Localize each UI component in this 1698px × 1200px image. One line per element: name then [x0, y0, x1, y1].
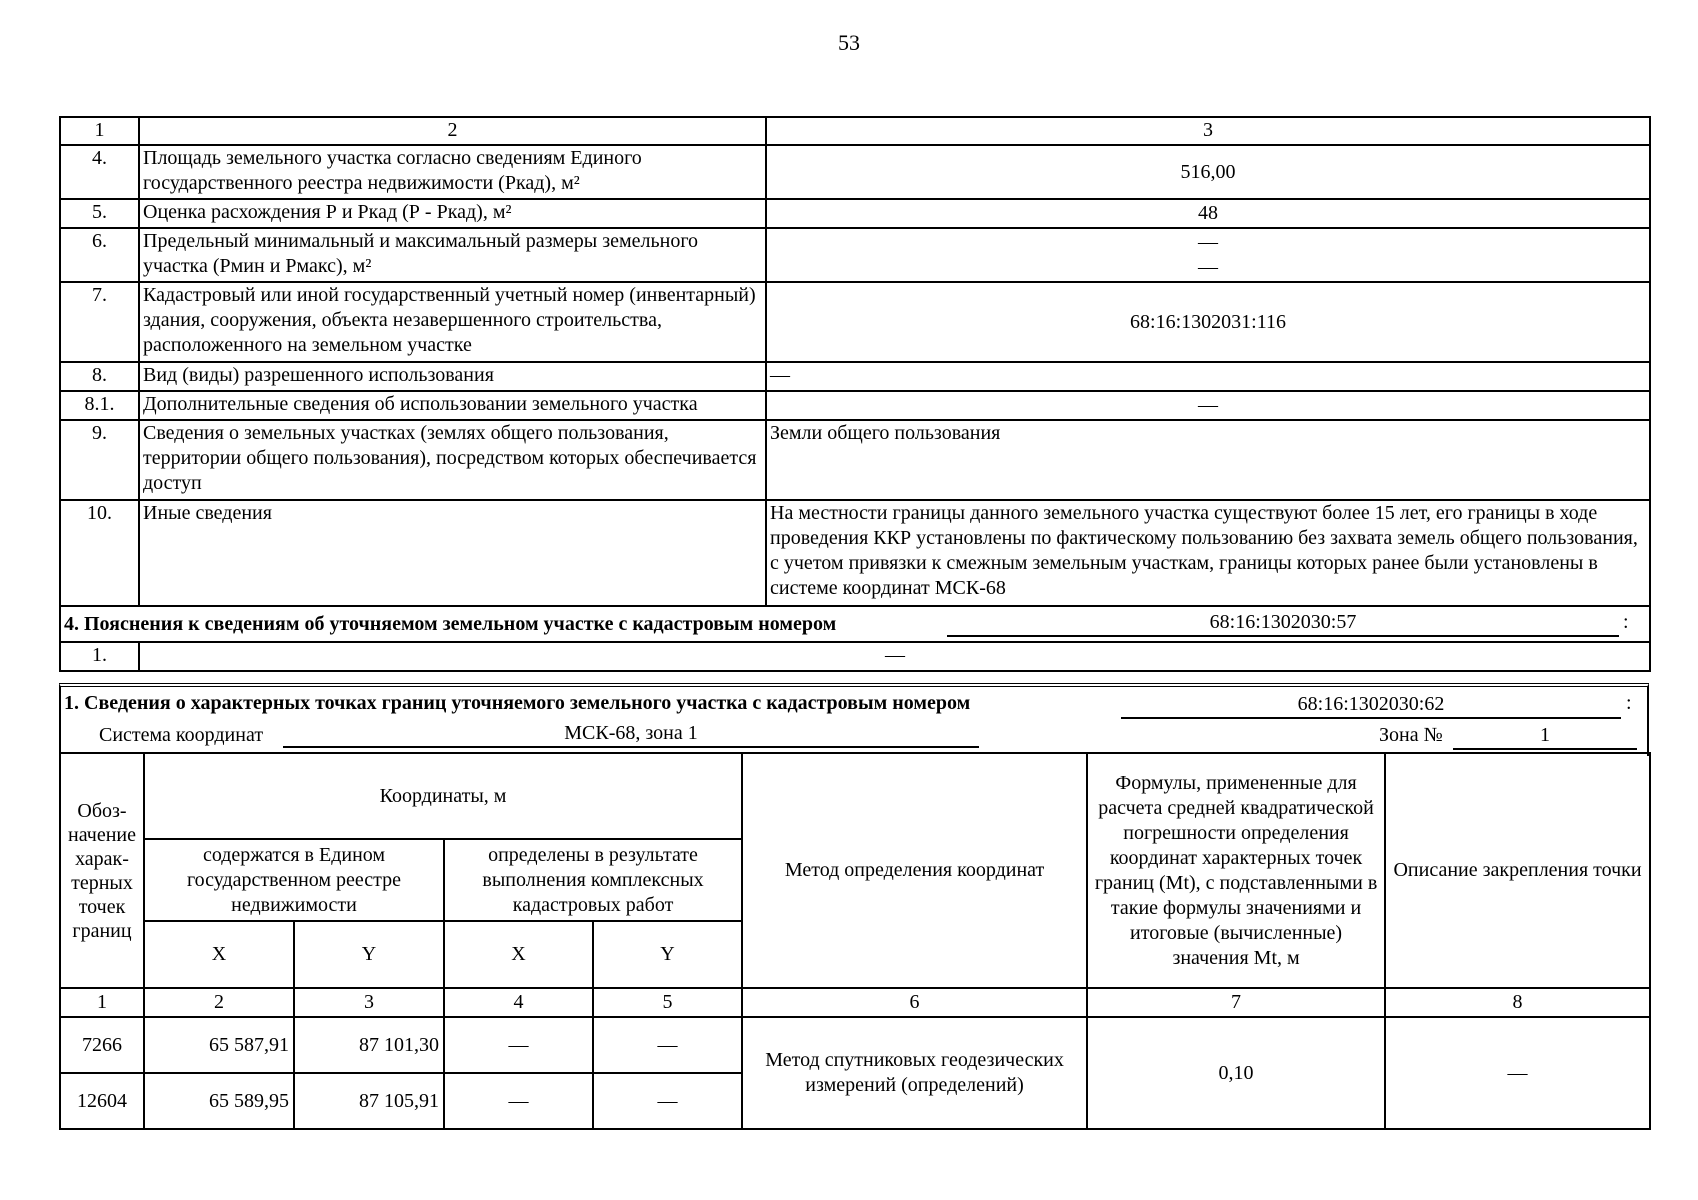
kkr-coords-header: определены в результате выполнения комплексных кадастровых работ: [444, 839, 742, 921]
kkr-y-header: Y: [593, 921, 742, 988]
max-size-value: —: [1198, 256, 1218, 278]
row-number: 10.: [60, 500, 139, 606]
table-row: [60, 282, 1650, 362]
table-header-row: [60, 117, 1650, 145]
col-num: 2: [144, 988, 294, 1017]
col-num: 5: [593, 988, 742, 1017]
row-value: 516,00: [766, 145, 1650, 199]
section-1-cadastral-number: 68:16:1302030:62: [1121, 692, 1621, 719]
col-num: 3: [294, 988, 444, 1017]
zone-value: 1: [1453, 723, 1637, 750]
row-label: Кадастровый или иной государственный учетный номер (инвентарный) здания, сооружения, объекта незавершенного строительства, расположенного на земельном участке: [139, 282, 766, 362]
col-num: 8: [1385, 988, 1650, 1017]
formula-header: Формулы, примененные для расчета средней квадратической погрешности определения координат характерных точек границ (Mt), с подставленными в такие формулы значениями и итоговые (вычисленные) значения Mt, м: [1087, 753, 1385, 988]
land-plot-info-table: [59, 116, 1651, 672]
coordinates-header: Координаты, м: [144, 753, 742, 839]
table-row: [60, 228, 1650, 282]
row-label: Иные сведения: [139, 500, 766, 606]
header-row-1: [60, 753, 1650, 839]
row-value: [766, 228, 1650, 282]
col-num: 4: [444, 988, 593, 1017]
section-4-cadastral-number: 68:16:1302030:57: [947, 610, 1619, 637]
row-number: 8.: [60, 362, 139, 391]
min-size-value: —: [1198, 231, 1218, 253]
row-value: 48: [766, 199, 1650, 228]
section-4-header: [60, 606, 1650, 642]
point-y-kkr: —: [593, 1017, 742, 1073]
section-1-colon: :: [1626, 692, 1632, 714]
row-value: На местности границы данного земельного участка существуют более 15 лет, его границы в ходе проведения ККР установлены по фактическому пользованию без захвата земель общего пользования, с учетом привязки к смежным земельным участкам, границы которых ранее были установлены в системе координат МСК-68: [766, 500, 1650, 606]
boundary-points-table: [59, 752, 1651, 1130]
row-value: 68:16:1302031:116: [766, 282, 1650, 362]
fixing-description-value: —: [1385, 1017, 1650, 1129]
zone-label: Зона №: [1379, 724, 1443, 746]
egrn-coords-header: содержатся в Едином государственном реестре недвижимости: [144, 839, 444, 921]
table-row: [60, 1017, 1650, 1073]
row-value: —: [766, 391, 1650, 420]
section-1-header: [59, 683, 1649, 756]
fixing-description-header: Описание закрепления точки: [1385, 753, 1650, 988]
row-value: —: [139, 642, 1650, 671]
header-col-1: 1: [60, 117, 139, 145]
row-number: 7.: [60, 282, 139, 362]
method-value: Метод спутниковых геодезических измерений (определений): [742, 1017, 1087, 1129]
point-id: 7266: [60, 1017, 144, 1073]
col-num: 6: [742, 988, 1087, 1017]
point-x-egrn: 65 589,95: [144, 1073, 294, 1129]
row-label: Дополнительные сведения об использовании земельного участка: [139, 391, 766, 420]
table-row: [60, 391, 1650, 420]
point-y-egrn: 87 101,30: [294, 1017, 444, 1073]
section-4-title: 4. Пояснения к сведениям об уточняемом земельном участке с кадастровым номером: [64, 612, 837, 635]
egrn-x-header: X: [144, 921, 294, 988]
table-row: [60, 642, 1650, 671]
column-numbers-row: [60, 988, 1650, 1017]
col-num: 7: [1087, 988, 1385, 1017]
point-id: 12604: [60, 1073, 144, 1129]
section-4-row: [60, 606, 1650, 642]
header-col-2: 2: [139, 117, 766, 145]
egrn-y-header: Y: [294, 921, 444, 988]
table-row: [60, 420, 1650, 500]
row-label: Предельный минимальный и максимальный размеры земельного участка (Рмин и Рмакс), м²: [139, 228, 766, 282]
row-label: Вид (виды) разрешенного использования: [139, 362, 766, 391]
page-number: 53: [838, 30, 860, 55]
row-number: 4.: [60, 145, 139, 199]
table-row: [60, 362, 1650, 391]
point-x-kkr: —: [444, 1017, 593, 1073]
section-4-colon: :: [1623, 611, 1629, 633]
row-number: 8.1.: [60, 391, 139, 420]
coord-system-value: МСК-68, зона 1: [283, 721, 979, 748]
row-number: 5.: [60, 199, 139, 228]
row-value: Земли общего пользования: [766, 420, 1650, 500]
section-1-title: 1. Сведения о характерных точках границ уточняемого земельного участка с кадастровым номером: [64, 692, 971, 714]
header-col-3: 3: [766, 117, 1650, 145]
point-y-egrn: 87 105,91: [294, 1073, 444, 1129]
row-value: —: [766, 362, 1650, 391]
row-label: Площадь земельного участка согласно сведениям Единого государственного реестра недвижимости (Ркад), м²: [139, 145, 766, 199]
mt-value: 0,10: [1087, 1017, 1385, 1129]
row-number: 6.: [60, 228, 139, 282]
table-row: [60, 199, 1650, 228]
point-y-kkr: —: [593, 1073, 742, 1129]
row-number: 1.: [60, 642, 139, 671]
row-label: Оценка расхождения Р и Ркад (Р - Ркад), м²: [139, 199, 766, 228]
row-number: 9.: [60, 420, 139, 500]
method-header: Метод определения координат: [742, 753, 1087, 988]
table-row: [60, 500, 1650, 606]
coord-system-label: Система координат: [99, 724, 264, 746]
point-x-egrn: 65 587,91: [144, 1017, 294, 1073]
row-label: Сведения о земельных участках (землях общего пользования, территории общего пользования), посредством которых обеспечивается доступ: [139, 420, 766, 500]
table-row: [60, 145, 1650, 199]
col-num: 1: [60, 988, 144, 1017]
kkr-x-header: X: [444, 921, 593, 988]
designation-header: Обоз-начение харак-терных точек границ: [60, 753, 144, 988]
point-x-kkr: —: [444, 1073, 593, 1129]
